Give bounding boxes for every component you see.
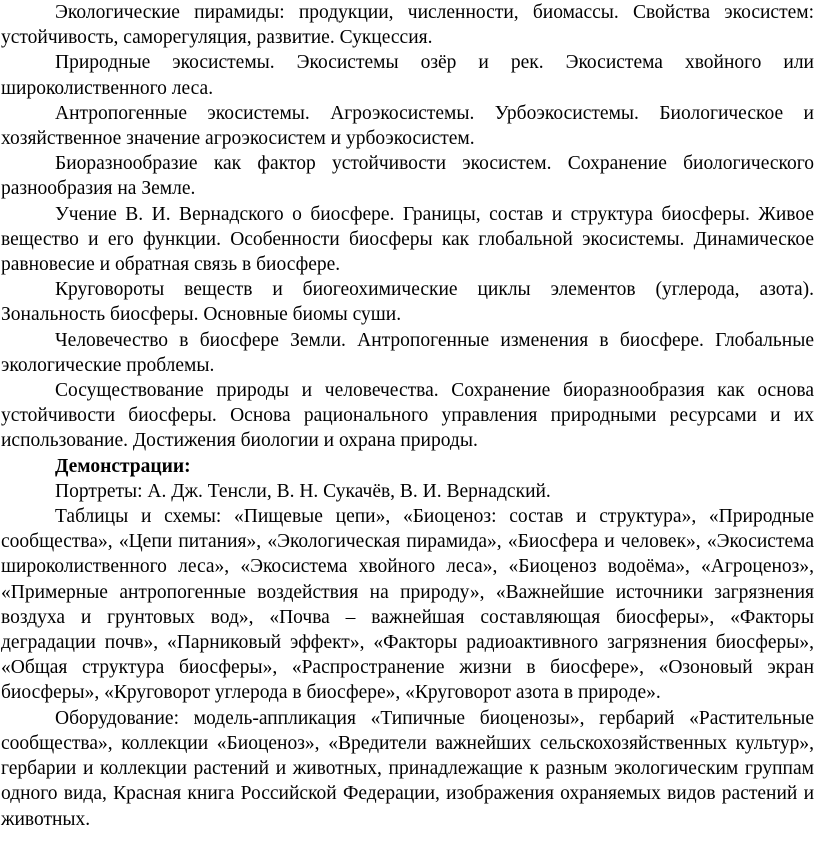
paragraph-vernadsky-biosphere: Учение В. И. Вернадского о биосфере. Границы, состав и структура биосферы. Живое вещество и его функции. Особенности биосферы как глобальной экосистемы. Динамическое равновесие и обратная связь в биосфере. <box>1 203 814 276</box>
paragraph-coexistence: Сосуществование природы и человечества. Сохранение биоразнообразия как основа устойчивости биосферы. Основа рационального управления природными ресурсами и их использование. Достижения биологии и охрана природы. <box>1 380 814 452</box>
paragraph-biodiversity: Биоразнообразие как фактор устойчивости экосистем. Сохранение биологического разнообразия на Земле. <box>1 153 814 200</box>
paragraph-natural-ecosystems: Природные экосистемы. Экосистемы озёр и рек. Экосистема хвойного или широколиственного леса. <box>1 52 814 99</box>
paragraph-anthropogenic-ecosystems: Антропогенные экосистемы. Агроэкосистемы. Урбоэкосистемы. Биологическое и хозяйственное значение агроэкосистем и урбоэкосистем. <box>1 102 814 150</box>
demonstrations-heading: Демонстрации: <box>55 455 191 477</box>
paragraph-portraits: Портреты: А. Дж. Тенсли, В. Н. Сукачёв, В. И. Вернадский. <box>55 480 551 502</box>
paragraph-ecological-pyramids: Экологические пирамиды: продукции, численности, биомассы. Свойства экосистем: устойчивость, саморегуляция, развитие. Сукцессия. <box>1 2 814 49</box>
paragraph-humanity-biosphere: Человечество в биосфере Земли. Антропогенные изменения в биосфере. Глобальные экологические проблемы. <box>1 329 814 376</box>
paragraph-biogeochemical-cycles: Круговороты веществ и биогеохимические циклы элементов (углерода, азота). Зональность биосферы. Основные биомы суши. <box>1 279 814 326</box>
paragraph-tables-schemes: Таблицы и схемы: «Пищевые цепи», «Биоценоз: состав и структура», «Природные сообщества», «Цепи питания», «Экологическая пирамида», «Биосфера и человек», «Экосистема широколиственного леса», «Экосистема хвойного леса», «Биоценоз водоёма», «Агроценоз», «Примерные антропогенные воздействия на природу», «Важнейшие источники загрязнения воздуха и грунтовых вод», «Почва – важнейшая составляющая биосферы», «Факторы деградации почв», «Парниковый эффект», «Факторы радиоактивного загрязнения биосферы», «Общая структура биосферы», «Распространение жизни в биосфере», «Озоновый экран биосферы», «Круговорот углерода в биосфере», «Круговорот азота в природе». <box>1 506 814 704</box>
paragraph-equipment: Оборудование: модель-аппликация «Типичные биоценозы», гербарий «Растительные сообщества», коллекции «Биоценоз», «Вредители важнейших сельскохозяйственных культур», гербарии и коллекции растений и животных, принадлежащие к разным экологическим группам одного вида, Красная книга Российской Федерации, изображения охраняемых видов растений и животных. <box>1 707 814 830</box>
